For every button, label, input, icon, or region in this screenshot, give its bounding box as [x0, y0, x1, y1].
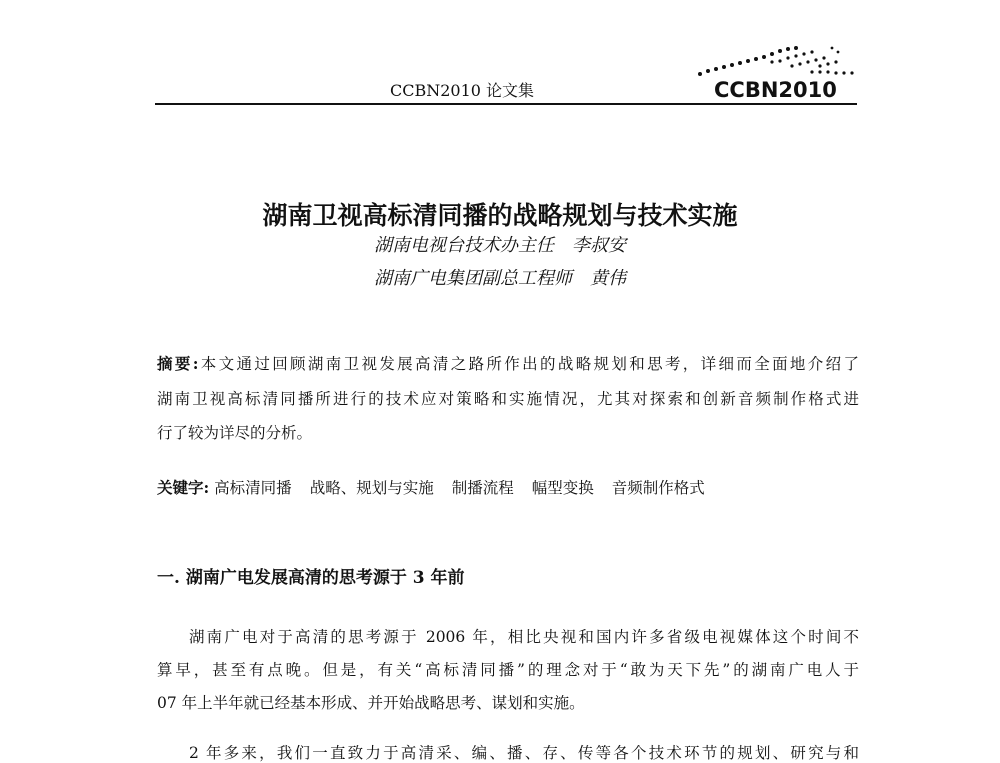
paragraph-line: 2 年多来，我们一直致力于高清采、编、播、存、传等各个技术环节的规划、研究与和 — [189, 744, 859, 762]
keyword: 战略、规划与实施 — [309, 479, 434, 497]
keyword: 幅型变换 — [531, 479, 594, 497]
ccbn-logo — [692, 42, 862, 104]
keyword: 音频制作格式 — [611, 479, 705, 497]
logo-text: CCBN2010 — [714, 78, 837, 102]
paragraph-line: 算早，甚至有点晚。但是，有关“高标清同播”的理念对于“敢为天下先”的湖南广电人于 — [157, 661, 859, 679]
author-2: 湖南广电集团副总工程师 黄伟 — [374, 268, 626, 289]
paper-title: 湖南卫视高标清同播的战略规划与技术实施 — [262, 201, 738, 230]
abstract-label: 摘要: — [157, 354, 199, 373]
abstract-line-3: 行了较为详尽的分析。 — [157, 424, 313, 442]
abstract-line-2: 湖南卫视高标清同播所进行的技术应对策略和实施情况，尤其对探索和创新音频制作格式进 — [157, 390, 859, 408]
running-header: CCBN2010 论文集 — [390, 81, 535, 100]
header-rule — [155, 103, 857, 105]
paragraph-line: 湖南广电对于高清的思考源于 2006 年，相比央视和国内许多省级电视媒体这个时间不 — [189, 628, 859, 646]
author-1: 湖南电视台技术办主任 李叔安 — [374, 235, 626, 256]
logo-dots-graphic — [692, 42, 862, 82]
keywords-label: 关键字: — [157, 478, 210, 497]
keyword: 制播流程 — [451, 479, 514, 497]
keywords — [157, 476, 859, 498]
keyword: 高标清同播 — [214, 479, 292, 497]
paragraph-line: 07 年上半年就已经基本形成、并开始战略思考、谋划和实施。 — [157, 694, 585, 712]
abstract-line-1: 摘要:本文通过回顾湖南卫视发展高清之路所作出的战略规划和思考，详细而全面地介绍了 — [157, 354, 859, 373]
section-heading: 一. 湖南广电发展高清的思考源于 3 年前 — [157, 568, 465, 588]
